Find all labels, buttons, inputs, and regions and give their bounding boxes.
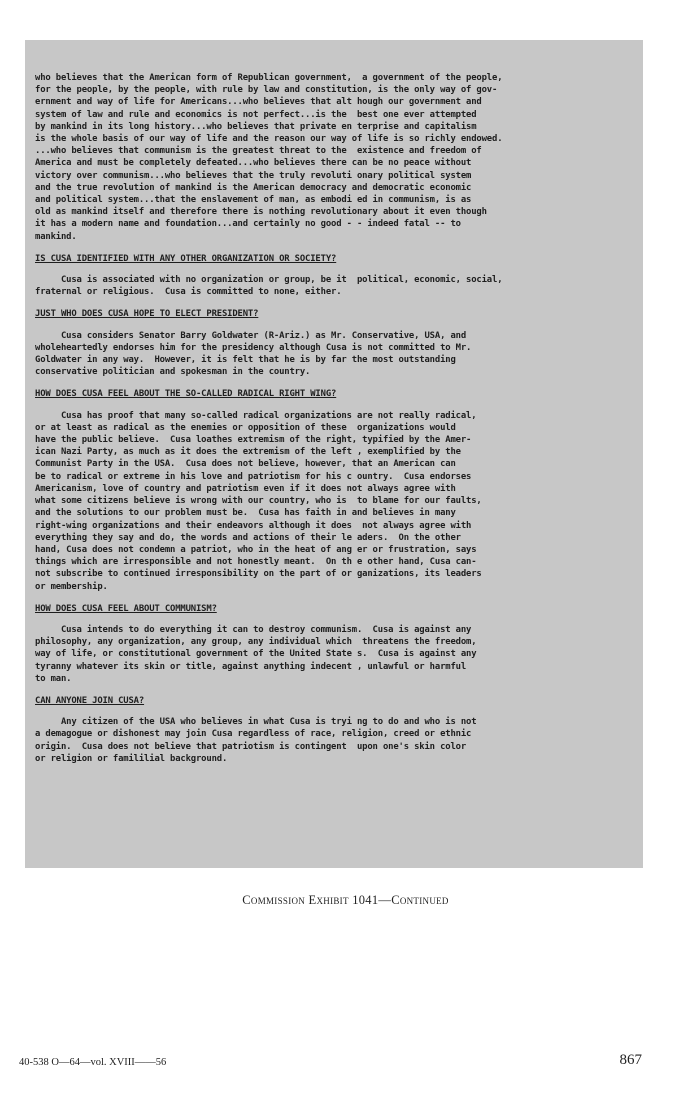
- section-identified: [35, 253, 633, 299]
- paragraph-line: by mankind in its long history...who believes that private en terprise and capitalism: [35, 121, 477, 132]
- paragraph-line: wholeheartedly endorses him for the presidency although Cusa is not committed to Mr.: [35, 342, 472, 353]
- exhibit-caption: Commission Exhibit 1041—Continued: [242, 893, 449, 907]
- paragraph-line: or at least as radical as the enemies or opposition of these organizations would: [35, 422, 456, 433]
- paragraph-line: philosophy, any organization, any group, any individual which threatens the freedom,: [35, 637, 477, 648]
- paragraph-line: be to radical or extreme in his love and patriotism for his c ountry. Cusa endorses: [35, 471, 472, 482]
- section-heading: HOW DOES CUSA FEEL ABOUT COMMUNISM?: [35, 603, 217, 614]
- paragraph-line: fraternal or religious. Cusa is committed to none, either.: [35, 287, 342, 298]
- paragraph-line: it has a modern name and foundation...and certainly no good - - indeed fatal -- to: [35, 219, 461, 230]
- paragraph-line: have the public believe. Cusa loathes extremism of the right, typified by the Amer-: [35, 435, 472, 446]
- paragraph-line: ican Nazi Party, as much as it does the extremism of the left , exemplified by the: [35, 447, 461, 458]
- paragraph-line: right-wing organizations and their endeavors although it does not always agree with: [35, 520, 472, 531]
- section-heading: HOW DOES CUSA FEEL ABOUT THE SO-CALLED RADICAL RIGHT WING?: [35, 389, 337, 400]
- paragraph-line: Communist Party in the USA. Cusa does not believe, however, that an American can: [35, 459, 456, 470]
- paragraph-line: what some citizens believe is wrong with our country, who is to blame for our faults,: [35, 496, 482, 507]
- paragraph-line: tyranny whatever its skin or title, against anything indecent , unlawful or harmful: [35, 661, 467, 672]
- paragraph-line: who believes that the American form of Republican government, a government of the people,: [35, 73, 503, 83]
- page-number: 867: [619, 1052, 642, 1068]
- paragraph-line: things which are irresponsible and not honestly meant. On th e other hand, Cusa can-: [35, 557, 477, 568]
- paragraph-line: America and must be completely defeated...who believes there can be no peace without: [35, 158, 472, 169]
- paragraph-line: ernment and way of life for Americans...who believes that alt hough our government and: [35, 97, 482, 108]
- paragraph-line: and the true revolution of mankind is the American democracy and democratic economic: [35, 182, 472, 193]
- paragraph-line: Goldwater in any way. However, it is felt that he is by far the most outstanding: [35, 355, 456, 366]
- section-heading: CAN ANYONE JOIN CUSA?: [35, 695, 145, 706]
- paragraph-line: Cusa intends to do everything it can to destroy communism. Cusa is against any: [35, 624, 472, 635]
- paragraph-line: and the solutions to our problem must be. Cusa has faith in and believes in many: [35, 508, 456, 519]
- section-intro: [35, 72, 633, 243]
- paragraph-line: origin. Cusa does not believe that patriotism is contingent upon one's skin color: [35, 741, 467, 752]
- paragraph-line: everything they say and do, the words and actions of their le aders. On the other: [35, 532, 461, 543]
- paragraph-line: Any citizen of the USA who believes in what Cusa is tryi ng to do and who is not: [35, 717, 477, 728]
- paragraph-line: to man.: [35, 673, 72, 684]
- paragraph-line: old as mankind itself and therefore there is nothing revolutionary about it even though: [35, 207, 487, 218]
- paragraph-line: and political system...that the enslavement of man, as embodi ed in communism, is as: [35, 195, 472, 206]
- section-join: [35, 695, 633, 765]
- section-heading: JUST WHO DOES CUSA HOPE TO ELECT PRESIDENT?: [35, 309, 259, 320]
- paragraph-line: victory over communism...who believes that the truly revoluti onary political system: [35, 170, 472, 181]
- section-communism: [35, 603, 633, 685]
- paragraph-line: ...who believes that communism is the greatest threat to the existence and freedom of: [35, 146, 482, 157]
- paragraph-line: or membership.: [35, 581, 108, 592]
- paragraph-line: way of life, or constitutional government of the United State s. Cusa is against any: [35, 649, 477, 660]
- paragraph-line: Cusa has proof that many so-called radical organizations are not really radical,: [35, 410, 477, 421]
- section-elect-president: [35, 308, 633, 378]
- paragraph-line: Cusa is associated with no organization or group, be it political, economic, social,: [35, 275, 503, 286]
- section-heading: IS CUSA IDENTIFIED WITH ANY OTHER ORGANIZATION OR SOCIETY?: [35, 253, 337, 264]
- paragraph-line: or religion or famililial background.: [35, 753, 228, 764]
- paragraph-line: conservative politician and spokesman in the country.: [35, 367, 311, 378]
- paragraph-line: system of law and rule and economics is not perfect...is the best one ever attempted: [35, 109, 477, 120]
- scanned-document: [25, 40, 643, 868]
- paragraph-line: Americanism, love of country and patriotism even if it does not always agree with: [35, 483, 456, 494]
- paragraph-line: mankind.: [35, 231, 77, 242]
- paragraph-line: a demagogue or dishonest may join Cusa regardless of race, religion, creed or ethnic: [35, 729, 472, 740]
- paragraph-line: not subscribe to continued irresponsibility on the part of or ganizations, its leaders: [35, 569, 482, 580]
- paragraph-line: is the whole basis of our way of life and the reason our way of life is so richly endowed.: [35, 134, 503, 145]
- paragraph-line: hand, Cusa does not condemn a patriot, who in the heat of ang er or frustration, says: [35, 544, 477, 555]
- print-code: 40-538 O—64—vol. XVIII——56: [19, 1057, 167, 1068]
- paragraph-line: for the people, by the people, with rule by law and constitution, is the only way of gov-: [35, 85, 498, 96]
- section-radical-right: [35, 388, 633, 592]
- paragraph-line: Cusa considers Senator Barry Goldwater (R-Ariz.) as Mr. Conservative, USA, and: [35, 330, 467, 341]
